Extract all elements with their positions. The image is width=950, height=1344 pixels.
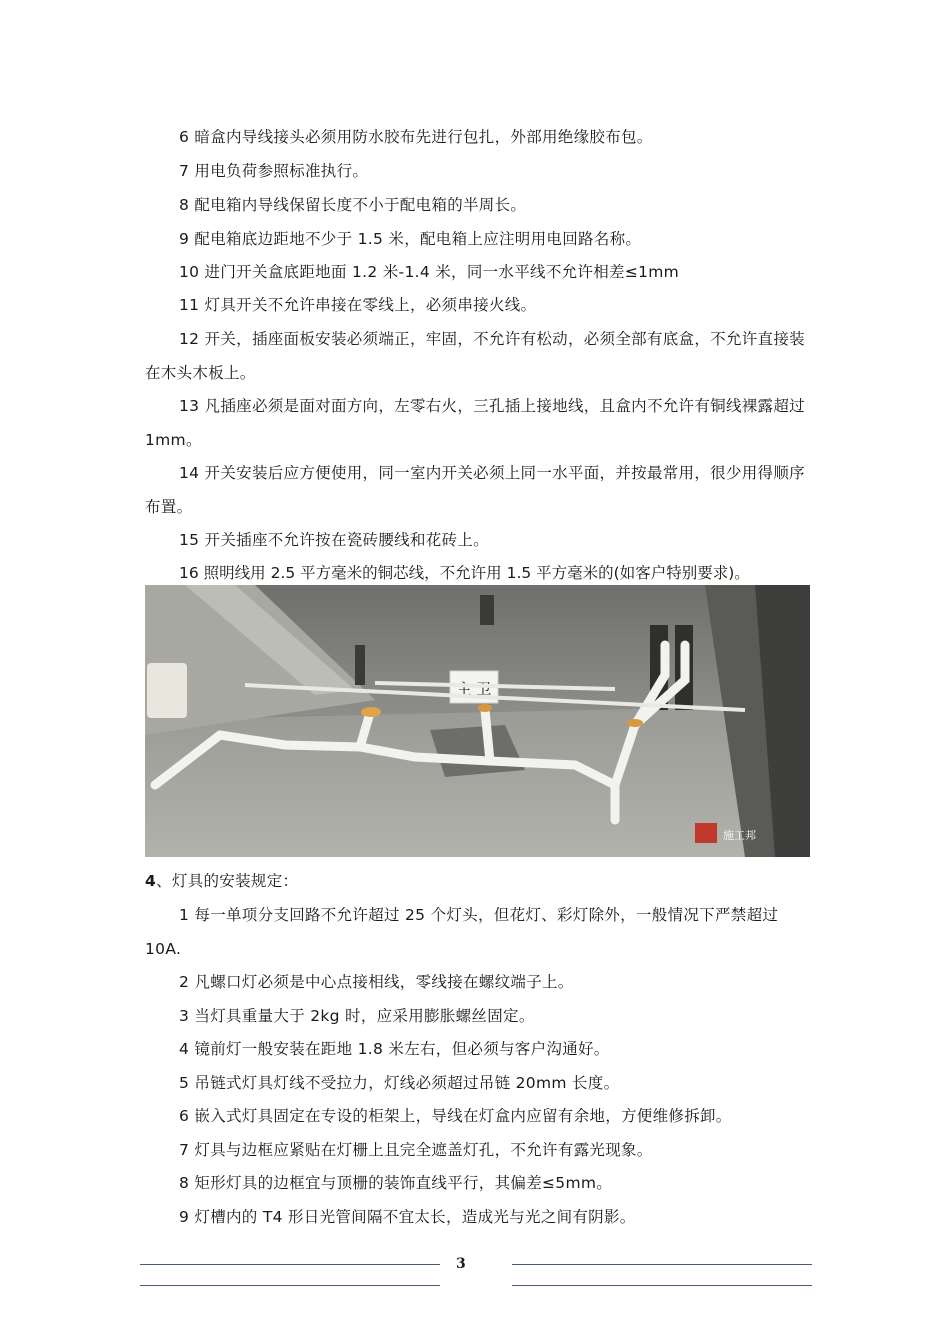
bathroom-plumbing-photo xyxy=(145,585,810,857)
lamp-rule-8: 8 矩形灯具的边框宜与顶栅的装饰直线平行，其偏差≤5mm。 xyxy=(179,1174,613,1192)
footer-rule-left-bottom xyxy=(140,1285,440,1286)
footer-rule-right-top xyxy=(512,1264,812,1265)
lamp-rule-1: 1 每一单项分支回路不允许超过 25 个灯头，但花灯、彩灯除外，一般情况下严禁超过 10A. xyxy=(145,906,779,958)
section-title: 、灯具的安装规定： xyxy=(156,872,299,890)
lamp-rule-3: 3 当灯具重量大于 2kg 时，应采用膨胀螺丝固定。 xyxy=(179,1007,535,1025)
page-number: 3 xyxy=(456,1256,466,1272)
section-number: 4 xyxy=(145,872,157,890)
paragraph-item-11: 11 灯具开关不允许串接在零线上，必须串接火线。 xyxy=(179,296,537,314)
lamp-rule-6: 6 嵌入式灯具固定在专设的柜架上，导线在灯盒内应留有余地，方便维修拆卸。 xyxy=(179,1107,732,1125)
paragraph-item-14: 14 开关安装后应方便使用，同一室内开关必须上同一水平面，并按最常用，很少用得顺序布置。 xyxy=(145,464,805,516)
lamp-rule-2: 2 凡螺口灯必须是中心点接相线，零线接在螺纹端子上。 xyxy=(179,973,574,991)
lamp-rule-5: 5 吊链式灯具灯线不受拉力，灯线必须超过吊链 20mm 长度。 xyxy=(179,1074,620,1092)
footer-rule-left-top xyxy=(140,1264,440,1265)
paragraph-item-12: 12 开关，插座面板安装必须端正，牢固，不允许有松动，必须全部有底盒，不允许直接装在木头木板上。 xyxy=(145,330,805,382)
watermark-text: 施工邦 xyxy=(723,829,756,842)
paragraph-item-8: 8 配电箱内导线保留长度不小于配电箱的半周长。 xyxy=(179,196,527,214)
footer-rule-right-bottom xyxy=(512,1285,812,1286)
paragraph-item-13: 13 凡插座必须是面对面方向，左零右火，三孔插上接地线，且盒内不允许有铜线裸露超过 1mm。 xyxy=(145,397,805,449)
section-heading xyxy=(145,864,810,898)
paragraph-item-16: 16 照明线用 2.5 平方毫米的铜芯线，不允许用 1.5 平方毫米的(如客户特别要求)。 xyxy=(179,564,750,582)
room-sign-text: 主 卫 xyxy=(456,680,492,698)
lamp-rule-9: 9 灯槽内的 T4 形日光管间隔不宜太长，造成光与光之间有阴影。 xyxy=(179,1208,636,1226)
lamp-rule-7: 7 灯具与边框应紧贴在灯栅上且完全遮盖灯孔，不允许有露光现象。 xyxy=(179,1141,653,1159)
paragraph-item-9: 9 配电箱底边距地不少于 1.5 米，配电箱上应注明用电回路名称。 xyxy=(179,230,642,248)
paragraph-item-7: 7 用电负荷参照标准执行。 xyxy=(179,162,369,180)
paragraph-item-15: 15 开关插座不允许按在瓷砖腰线和花砖上。 xyxy=(179,531,489,549)
paragraph-item-6: 6 暗盒内导线接头必须用防水胶布先进行包扎，外部用绝缘胶布包。 xyxy=(179,128,653,146)
lamp-rule-4: 4 镜前灯一般安装在距地 1.8 米左右，但必须与客户沟通好。 xyxy=(179,1040,610,1058)
paragraph-item-10: 10 进门开关盒底距地面 1.2 米-1.4 米，同一水平线不允许相差≤1mm xyxy=(179,263,680,281)
